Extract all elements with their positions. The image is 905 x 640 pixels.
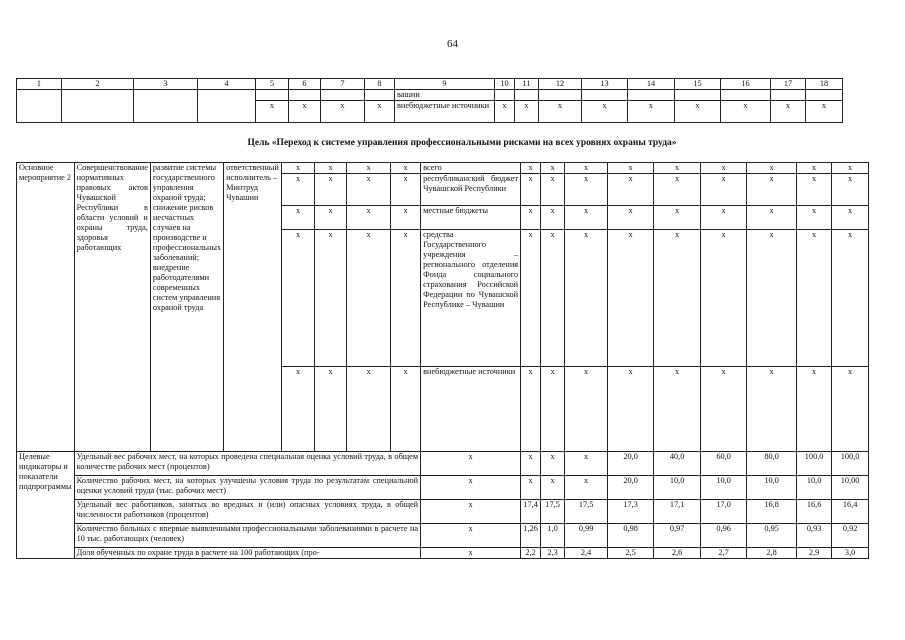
value-cell: x bbox=[541, 367, 565, 452]
indicator-name: Количество рабочих мест, на которых улучшены условия труда по результатам специальной оценки условий труда (тыс. рабочих мест) bbox=[74, 476, 421, 500]
value-cell: x bbox=[747, 163, 797, 174]
value-cell: x bbox=[701, 206, 747, 230]
value-cell: 0,99 bbox=[565, 524, 608, 548]
value-cell: x bbox=[495, 101, 515, 123]
mark-cell: x bbox=[391, 174, 421, 206]
mark-cell: x bbox=[315, 206, 347, 230]
mark-cell: x bbox=[256, 101, 289, 123]
funding-source: средства Государственного учреждения – регионального отделения Фонда социального страхования Российской Федерации по Чувашской Республике – Чувашии bbox=[421, 230, 521, 367]
value-cell: x bbox=[421, 452, 521, 476]
column-number: 5 bbox=[256, 79, 289, 90]
indicator-row bbox=[17, 452, 869, 476]
value-cell: x bbox=[701, 163, 747, 174]
value-cell: x bbox=[515, 101, 539, 123]
mark-cell: x bbox=[347, 174, 391, 206]
value-cell: x bbox=[521, 367, 541, 452]
value-cell: x bbox=[721, 101, 771, 123]
value-cell: 10,0 bbox=[654, 476, 701, 500]
value-cell: x bbox=[654, 230, 701, 367]
indicator-row bbox=[17, 524, 869, 548]
mark-cell: x bbox=[321, 101, 365, 123]
value-cell: x bbox=[541, 163, 565, 174]
column-number: 6 bbox=[289, 79, 321, 90]
measure-tasks: развитие системы государственного управления охраной труда; снижение рисков несчастных случаев на производстве и профессиональных заболеваний; внедрение работодателями современных систем управления охраной труда bbox=[150, 163, 223, 452]
mark-cell: x bbox=[391, 206, 421, 230]
mark-cell: x bbox=[347, 230, 391, 367]
mark-cell: x bbox=[391, 163, 421, 174]
value-cell: x bbox=[797, 174, 832, 206]
value-cell: 0,93 bbox=[797, 524, 832, 548]
value-cell: 10,0 bbox=[701, 476, 747, 500]
value-cell: 10,00 bbox=[832, 476, 869, 500]
value-cell: x bbox=[675, 101, 721, 123]
value-cell: x bbox=[771, 101, 806, 123]
funding-source: местные бюджеты bbox=[421, 206, 521, 230]
column-number: 16 bbox=[721, 79, 771, 90]
value-cell: x bbox=[565, 367, 608, 452]
value-cell: x bbox=[701, 230, 747, 367]
value-cell: x bbox=[541, 476, 565, 500]
value-cell: 16,8 bbox=[747, 500, 797, 524]
value-cell: 0,97 bbox=[654, 524, 701, 548]
mark-cell: x bbox=[282, 367, 315, 452]
value-cell: 20,0 bbox=[608, 452, 654, 476]
column-number: 14 bbox=[628, 79, 675, 90]
indicator-row bbox=[17, 500, 869, 524]
value-cell: x bbox=[797, 367, 832, 452]
value-cell: 16,4 bbox=[832, 500, 869, 524]
column-number: 3 bbox=[134, 79, 198, 90]
measure-title: Совершенствование нормативных правовых актов Чувашской Республики в области условий и охраны труда, здоровья работающих bbox=[74, 163, 150, 452]
value-cell: x bbox=[832, 367, 869, 452]
mark-cell: x bbox=[347, 206, 391, 230]
page-number: 64 bbox=[447, 38, 458, 50]
column-number: 17 bbox=[771, 79, 806, 90]
value-cell: x bbox=[608, 206, 654, 230]
value-cell: 10,0 bbox=[797, 476, 832, 500]
value-cell: x bbox=[832, 230, 869, 367]
value-cell: 40,0 bbox=[654, 452, 701, 476]
value-cell: x bbox=[421, 548, 521, 559]
mark-cell: x bbox=[282, 206, 315, 230]
column-number: 9 bbox=[395, 79, 495, 90]
value-cell: x bbox=[541, 452, 565, 476]
value-cell: 80,0 bbox=[747, 452, 797, 476]
value-cell: x bbox=[608, 230, 654, 367]
value-cell: x bbox=[421, 500, 521, 524]
column-number-row bbox=[17, 79, 843, 90]
value-cell: 3,0 bbox=[832, 548, 869, 559]
value-cell: x bbox=[832, 206, 869, 230]
column-number: 10 bbox=[495, 79, 515, 90]
column-number: 8 bbox=[365, 79, 395, 90]
value-cell: x bbox=[565, 476, 608, 500]
value-cell: x bbox=[608, 174, 654, 206]
mark-cell: x bbox=[391, 367, 421, 452]
value-cell: x bbox=[421, 476, 521, 500]
value-cell: 2,4 bbox=[565, 548, 608, 559]
indicator-name: Удельный вес работников, занятых во вредных и (или) опасных условиях труда, в общей численности работников (процентов) bbox=[74, 500, 421, 524]
value-cell: x bbox=[565, 174, 608, 206]
value-cell: 0,92 bbox=[832, 524, 869, 548]
mark-cell: x bbox=[282, 163, 315, 174]
value-cell: x bbox=[654, 206, 701, 230]
value-cell: x bbox=[701, 174, 747, 206]
value-cell: x bbox=[701, 367, 747, 452]
mark-cell: x bbox=[282, 230, 315, 367]
column-number: 11 bbox=[515, 79, 539, 90]
column-number: 1 bbox=[17, 79, 62, 90]
value-cell: 100,0 bbox=[797, 452, 832, 476]
goal-title: Цель «Переход к системе управления профессиональными рисками на всех уровнях охраны труда» bbox=[247, 138, 677, 148]
column-number: 2 bbox=[62, 79, 134, 90]
mark-cell: x bbox=[315, 174, 347, 206]
value-cell: 20,0 bbox=[608, 476, 654, 500]
funding-source: внебюджетные источники bbox=[395, 101, 495, 123]
funding-source: всего bbox=[421, 163, 521, 174]
value-cell: 17,1 bbox=[654, 500, 701, 524]
mark-cell: x bbox=[391, 230, 421, 367]
table-row bbox=[17, 163, 869, 174]
value-cell: x bbox=[608, 163, 654, 174]
indicators-label: Целевые индикаторы и показатели подпрограммы bbox=[17, 452, 75, 559]
continuation-table bbox=[16, 78, 843, 123]
mark-cell: x bbox=[347, 367, 391, 452]
indicator-name: Доля обученных по охране труда в расчете на 100 работающих (про- bbox=[74, 548, 421, 559]
value-cell: x bbox=[565, 163, 608, 174]
value-cell: 1,0 bbox=[541, 524, 565, 548]
indicator-row bbox=[17, 476, 869, 500]
value-cell: x bbox=[521, 206, 541, 230]
column-number: 13 bbox=[582, 79, 628, 90]
value-cell: x bbox=[541, 206, 565, 230]
value-cell: 17,3 bbox=[608, 500, 654, 524]
mark-cell: x bbox=[315, 367, 347, 452]
value-cell: x bbox=[521, 452, 541, 476]
value-cell: 2,6 bbox=[654, 548, 701, 559]
value-cell: x bbox=[539, 101, 582, 123]
mark-cell: x bbox=[365, 101, 395, 123]
funding-source: вашии bbox=[395, 90, 495, 101]
value-cell: 10,0 bbox=[747, 476, 797, 500]
indicator-row bbox=[17, 548, 869, 559]
value-cell: x bbox=[654, 367, 701, 452]
column-number: 18 bbox=[806, 79, 843, 90]
value-cell: x bbox=[521, 230, 541, 367]
value-cell: x bbox=[541, 174, 565, 206]
measure-executor: ответственный исполнитель – Минтруд Чувашии bbox=[224, 163, 282, 452]
value-cell: x bbox=[806, 101, 843, 123]
value-cell: 2,5 bbox=[608, 548, 654, 559]
value-cell: 17,4 bbox=[521, 500, 541, 524]
column-number: 12 bbox=[539, 79, 582, 90]
value-cell: x bbox=[628, 101, 675, 123]
value-cell: x bbox=[521, 174, 541, 206]
table-row bbox=[17, 90, 843, 101]
value-cell: x bbox=[797, 206, 832, 230]
value-cell: x bbox=[747, 367, 797, 452]
column-number: 7 bbox=[321, 79, 365, 90]
value-cell: x bbox=[747, 230, 797, 367]
value-cell: x bbox=[654, 163, 701, 174]
value-cell: 2,8 bbox=[747, 548, 797, 559]
funding-source: республиканский бюджет Чувашской Республики bbox=[421, 174, 521, 206]
value-cell: x bbox=[832, 174, 869, 206]
value-cell: x bbox=[541, 230, 565, 367]
value-cell: x bbox=[565, 206, 608, 230]
funding-source: внебюджетные источники bbox=[421, 367, 521, 452]
value-cell: x bbox=[565, 452, 608, 476]
value-cell: 17,5 bbox=[565, 500, 608, 524]
value-cell: 0,98 bbox=[608, 524, 654, 548]
value-cell: x bbox=[797, 163, 832, 174]
value-cell: x bbox=[521, 476, 541, 500]
indicator-name: Количество больных с впервые выявленными профессиональными заболеваниями в расчете на 10 тыс. работающих (человек) bbox=[74, 524, 421, 548]
value-cell: 17,0 bbox=[701, 500, 747, 524]
value-cell: x bbox=[832, 163, 869, 174]
mark-cell: x bbox=[282, 174, 315, 206]
value-cell: x bbox=[565, 230, 608, 367]
value-cell: 2,2 bbox=[521, 548, 541, 559]
mark-cell: x bbox=[289, 101, 321, 123]
value-cell: x bbox=[747, 174, 797, 206]
mark-cell: x bbox=[347, 163, 391, 174]
value-cell: x bbox=[654, 174, 701, 206]
main-table bbox=[16, 162, 869, 559]
value-cell: 17,5 bbox=[541, 500, 565, 524]
value-cell: 2,9 bbox=[797, 548, 832, 559]
value-cell: x bbox=[421, 524, 521, 548]
column-number: 15 bbox=[675, 79, 721, 90]
value-cell: 0,96 bbox=[701, 524, 747, 548]
column-number: 4 bbox=[198, 79, 256, 90]
value-cell: 100,0 bbox=[832, 452, 869, 476]
measure-number: Основное мероприятие 2 bbox=[17, 163, 75, 452]
value-cell: x bbox=[582, 101, 628, 123]
value-cell: 2,3 bbox=[541, 548, 565, 559]
value-cell: 0,95 bbox=[747, 524, 797, 548]
value-cell: 60,0 bbox=[701, 452, 747, 476]
value-cell: x bbox=[521, 163, 541, 174]
value-cell: x bbox=[608, 367, 654, 452]
value-cell: 2,7 bbox=[701, 548, 747, 559]
value-cell: 16,6 bbox=[797, 500, 832, 524]
value-cell: x bbox=[797, 230, 832, 367]
mark-cell: x bbox=[315, 163, 347, 174]
mark-cell: x bbox=[315, 230, 347, 367]
indicator-name: Удельный вес рабочих мест, на которых проведена специальная оценка условий труда, в общем количестве рабочих мест (процентов) bbox=[74, 452, 421, 476]
value-cell: x bbox=[747, 206, 797, 230]
value-cell: 1,26 bbox=[521, 524, 541, 548]
